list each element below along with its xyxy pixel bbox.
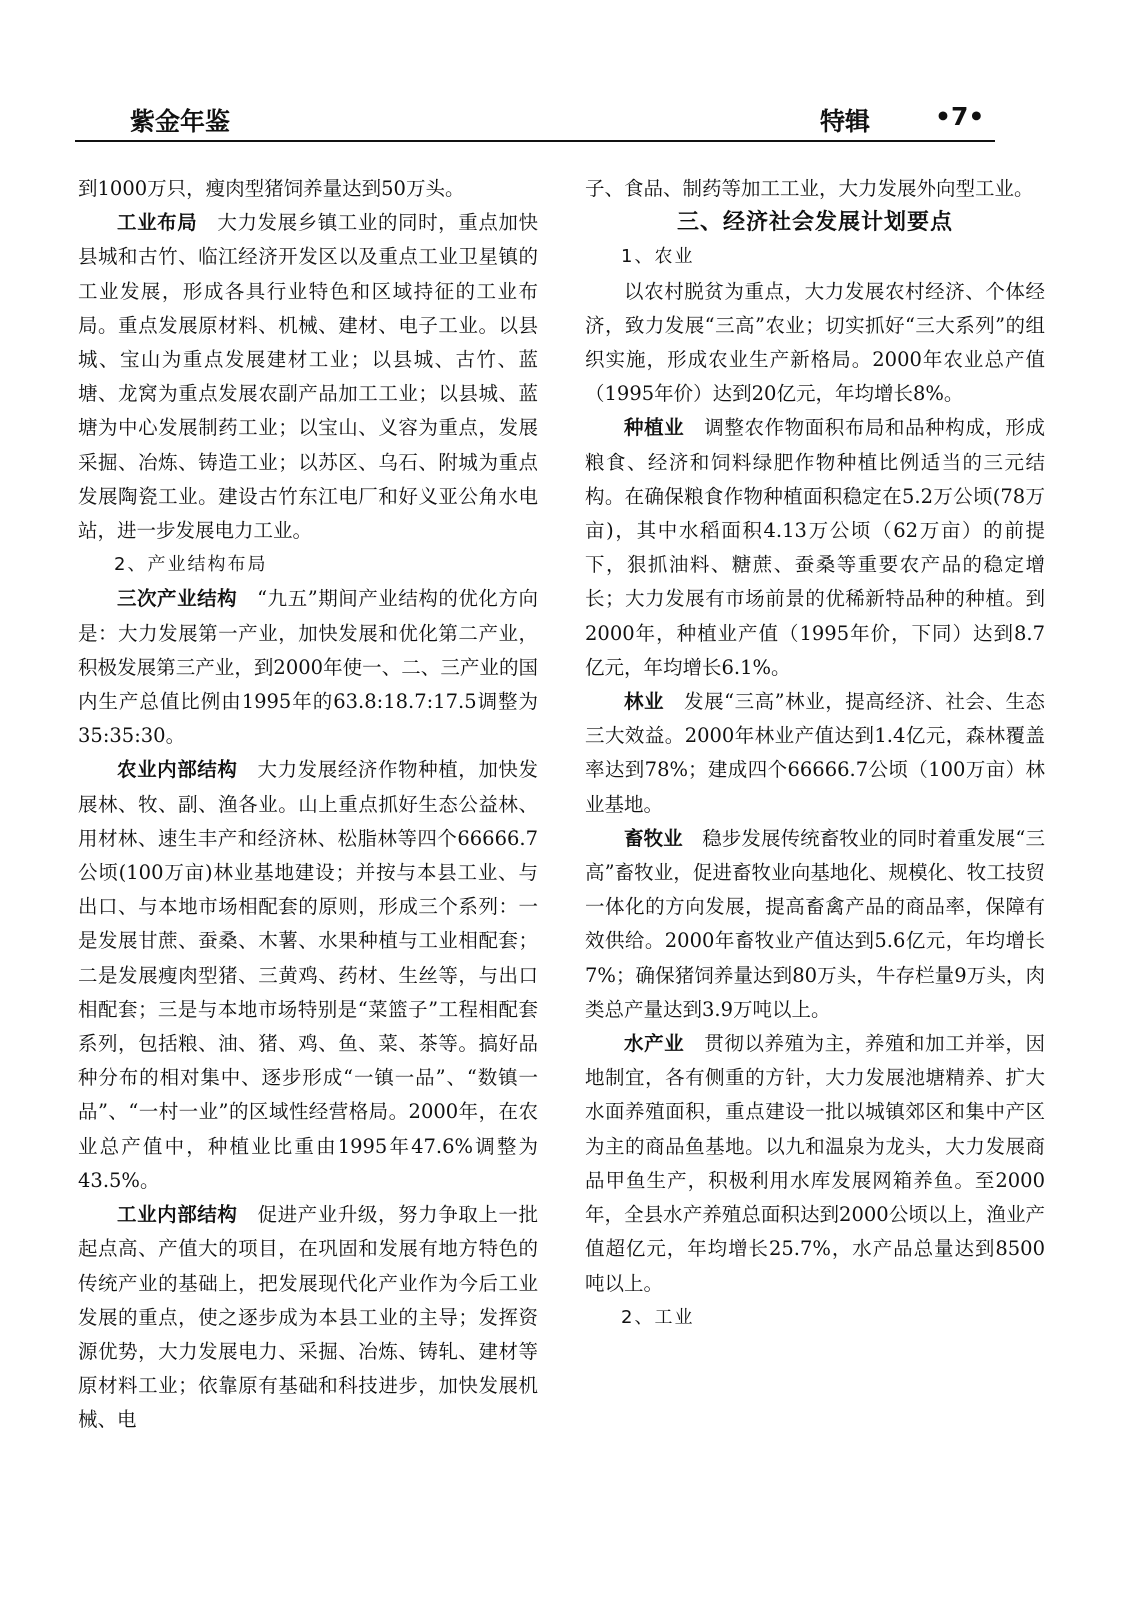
- term: 工业内部结构: [117, 1203, 238, 1227]
- paragraph-three-sectors: [78, 582, 538, 753]
- term: 畜牧业: [624, 826, 683, 850]
- paragraph: 子、食品、制药等加工工业，大力发展外向型工业。: [585, 177, 1034, 200]
- page-header: [75, 100, 995, 142]
- paragraph-aquaculture: [585, 1027, 1045, 1301]
- term: 林业: [624, 690, 665, 714]
- subheading: 1、农业: [621, 246, 695, 268]
- paragraph-livestock: [585, 822, 1045, 1027]
- term: 水产业: [624, 1032, 685, 1056]
- paragraph-agri-structure: [78, 753, 538, 1198]
- paragraph-planting: [585, 411, 1045, 685]
- paragraph-text: 贯彻以养殖为主，养殖和加工并举，因地制宜，各有侧重的方针，大力发展池塘精养、扩大水面养殖面积，重点建设一批以城镇郊区和集中产区为主的商品鱼基地。以九和温泉为龙头，大力发展商品甲鱼生产，积极利用水库发展网箱养鱼。至2000年，全县水产养殖总面积达到2000公顷以上，渔业产值超亿元，年均增长25.7%，水产品总量达到8500吨以上。: [585, 1032, 1045, 1295]
- paragraph: 以农村脱贫为重点，大力发展农村经济、个体经济，致力发展“三高”农业；切实抓好“三大系列”的组织实施，形成农业生产新格局。2000年农业总产值（1995年价）达到20亿元，年均增长8%。: [585, 279, 1045, 406]
- paragraph-text: 调整农作物面积布局和品种构成，形成粮食、经济和饲料绿肥作物种植比例适当的三元结构。在确保粮食作物种植面积稳定在5.2万公顷(78万亩)，其中水稻面积4.13万公顷（62万亩）的前提下，狠抓油料、糖蔗、蚕桑等重要农产品的稳定增长；大力发展有市场前景的优稀新特品种的种植。到2000年，种植业产值（1995年价，下同）达到8.7亿元，年均增长6.1%。: [585, 416, 1045, 679]
- paragraph-text: 发展“三高”林业，提高经济、社会、生态三大效益。2000年林业产值达到1.4亿元，森林覆盖率达到78%；建成四个66666.7公顷（100万亩）林业基地。: [585, 690, 1045, 816]
- subheading: 2、工业: [621, 1306, 695, 1328]
- paragraph-industry-structure: [78, 1198, 538, 1437]
- paragraph-industry-layout: [78, 206, 538, 548]
- paragraph-text: 大力发展乡镇工业的同时，重点加快县城和古竹、临江经济开发区以及重点工业卫星镇的工业发展，形成各具行业特色和区域持征的工业布局。重点发展原材料、机械、建材、电子工业。以县城、宝山为重点发展建材工业；以县城、古竹、蓝塘、龙窝为重点发展农副产品加工工业；以县城、蓝塘为中心发展制药工业；以宝山、义容为重点，发展采掘、冶炼、铸造工业；以苏区、乌石、附城为重点发展陶瓷工业。建设古竹东江电厂和好义亚公角水电站，进一步发展电力工业。: [78, 211, 538, 543]
- term: 农业内部结构: [117, 758, 238, 782]
- paragraph: 到1000万只，瘦肉型猪饲养量达到50万头。: [78, 177, 465, 200]
- paragraph-forestry: [585, 685, 1045, 822]
- left-column: [78, 172, 538, 1438]
- right-column: [585, 172, 1045, 1335]
- term: 三次产业结构: [117, 587, 238, 611]
- page-number: •7•: [935, 102, 985, 131]
- subheading: 2、产业结构布局: [114, 554, 268, 576]
- paragraph-text: 促进产业升级，努力争取上一批起点高、产值大的项目，在巩固和发展有地方特色的传统产业的基础上，把发展现代化产业作为今后工业发展的重点，使之逐步成为本县工业的主导；发挥资源优势，大力发展电力、采掘、冶炼、铸轧、建材等原材料工业；依靠原有基础和科技进步，加快发展机械、电: [78, 1203, 538, 1432]
- yearbook-title: 紫金年鉴: [130, 107, 231, 136]
- section-label: 特辑: [820, 107, 871, 136]
- term: 种植业: [624, 416, 685, 440]
- term: 工业布局: [117, 211, 198, 235]
- section-heading: 三、经济社会发展计划要点: [676, 210, 953, 236]
- paragraph-text: “九五”期间产业结构的优化方向是：大力发展第一产业，加快发展和优化第二产业，积极发展第三产业，到2000年使一、二、三产业的国内生产总值比例由1995年的63.8:18.7:17.5调整为35:35:30。: [78, 587, 538, 748]
- paragraph-text: 稳步发展传统畜牧业的同时着重发展“三高”畜牧业，促进畜牧业向基地化、规模化、牧工技贸一体化的方向发展，提高畜禽产品的商品率，保障有效供给。2000年畜牧业产值达到5.6亿元，年均增长7%；确保猪饲养量达到80万头，牛存栏量9万头，肉类总产量达到3.9万吨以上。: [585, 826, 1045, 1021]
- paragraph-text: 大力发展经济作物种植，加快发展林、牧、副、渔各业。山上重点抓好生态公益林、用材林、速生丰产和经济林、松脂林等四个66666.7公顷(100万亩)林业基地建设；并按与本县工业、与出口、与本地市场相配套的原则，形成三个系列：一是发展甘蔗、蚕桑、木薯、水果种植与工业相配套；二是发展瘦肉型猪、三黄鸡、药材、生丝等，与出口相配套；三是与本地市场特别是“菜篮子”工程相配套系列，包括粮、油、猪、鸡、鱼、菜、茶等。搞好品种分布的相对集中、逐步形成“一镇一品”、“数镇一品”、“一村一业”的区域性经营格局。2000年，在农业总产值中，种植业比重由1995年47.6%调整为43.5%。: [78, 758, 538, 1192]
